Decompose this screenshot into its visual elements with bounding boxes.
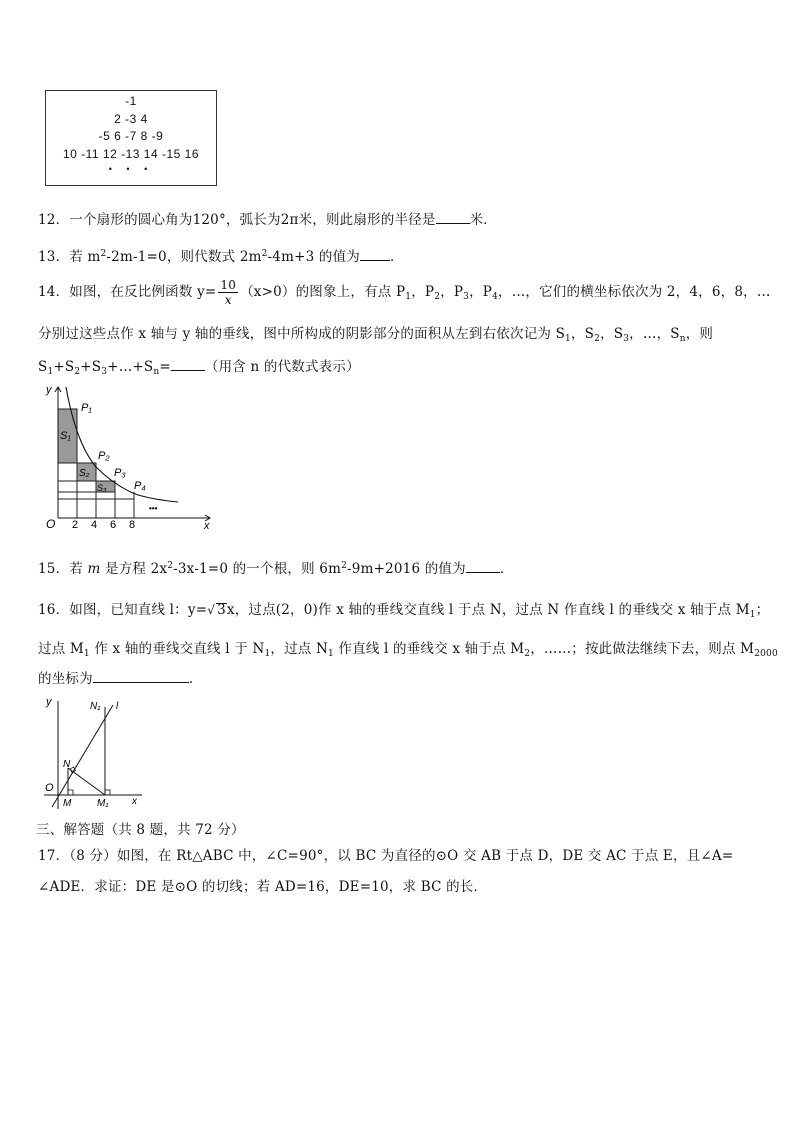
q13-text-c: -4m+3 的值为 [267,249,360,265]
q16-sub: 1 [749,610,756,620]
q14-text-d: ，P [440,284,464,300]
right-angle-n [70,767,75,772]
q13-text-b: -2m-1=0，则代数式 2m [106,249,262,265]
question-15 [38,557,514,577]
q14-sub: 3 [463,292,470,302]
section-3-heading: 三、解答题（共 8 题，共 72 分） [36,822,245,838]
q16-line3-text: 的坐标为 [38,671,93,687]
question-13 [38,245,404,265]
question-16-line-3 [38,667,203,687]
right-angle-m1 [105,790,110,795]
fig14-tick-2: 2 [72,519,79,531]
triangle-row-3: -5 6 -7 8 -9 [98,129,164,143]
fig14-p3-label: P₃ [114,467,126,479]
q16-line2-d: 作直线 l 的垂线交 x 轴于点 M [333,641,525,657]
q14-text-a: 14．如图，在反比例函数 y= [38,284,217,300]
q14-answer-blank [171,358,205,371]
fig16-l-label: l [116,701,119,712]
fig14-s3-label: S₃ [97,483,107,493]
q14-frac-num: 10 [220,278,237,292]
question-14-line-2 [38,322,713,344]
question-17-line-1: 17．（8 分）如图，在 Rt△ABC 中，∠C=90°，以 BC 为直径的⊙O 交 AB 于点 D，DE 交 AC 于点 E，且∠A= [38,848,734,864]
q14-line2-d: ，…，S [629,326,680,342]
q14-line3-d: +…+S [107,359,154,375]
fig16-n1-label: N₁ [90,701,101,712]
q14-text-c: ，P [411,284,435,300]
q14-frac-den: x [224,293,232,307]
question-14-line-3 [38,355,360,377]
q14-sub: 1 [47,367,54,377]
q12-answer-blank [436,211,470,224]
q15-text-b: 是方程 2x [100,561,168,577]
q12-text: 12．一个扇形的圆心角为120°，弧长为2π米，则此扇形的半径是 [38,212,436,228]
question-16-line-1: 16．如图，已知直线 l：y=√ 3x，过点(2，0)作 x 轴的垂线交直线 l 于点 N，过点 N 作直线 l 的垂线交 x 轴于点 $M_1$； [38,602,770,620]
q14-line3-tail: （用含 n 的代数式表示） [204,359,360,375]
q16-line2-c: ，过点 N [270,641,328,657]
q14-sub: 1 [405,292,412,302]
fig14-tick-6: 6 [110,519,117,531]
q14-sub: 1 [565,334,571,344]
q15-text-a: 15．若 [38,561,88,577]
q16-line3-tail: ． [188,671,203,687]
q15-sup: 2 [167,561,174,571]
fig14-ellipsis: ••• [149,504,158,513]
fig14-p1-label: P₁ [81,402,92,414]
q14-figure [38,383,216,533]
fig14-y-label: y [46,384,52,396]
q16-text-b: x，过点(2，0)作 x 轴的垂线交直线 l 于点 N，过点 N 作直线 l 的垂线交 x 轴于点 M [226,602,750,618]
q16-line2-b: 作 x 轴的垂线交直线 l 于 N [89,641,265,657]
fig16-m1-label: M₁ [97,798,109,809]
q13-answer-blank [360,248,390,261]
q14-line2-b: ，S [570,326,595,342]
q16-sub: 2 [524,649,531,659]
q14-sub: 2 [594,334,601,344]
question-17-line-2: ∠ADE．求证：DE 是⊙O 的切线；若 AD=16，DE=10，求 BC 的长． [38,879,488,895]
q15-text-d: -9m+2016 的值为 [347,561,466,577]
q14-sub: 3 [623,334,630,344]
fig14-tick-8: 8 [129,519,136,531]
q14-text-b: （x>0）的图象上，有点 P [240,284,406,300]
q14-line3-b: +S [53,359,75,375]
q14-line2-c: ，S [600,326,624,342]
fig16-n-label: N [63,759,71,770]
q16-text-a: 16．如图，已知直线 l：y= [38,602,208,618]
fig16-m-label: M [63,798,72,809]
fig14-s2-label: S₂ [79,468,90,479]
q13-text-a: 13．若 m [38,249,101,265]
q16-answer-blank [93,670,189,683]
q14-line3-a: S [38,359,48,375]
fig14-p4-label: P₄ [134,480,146,492]
q14-text-e: ，P [469,284,493,300]
triangle-row-1: -1 [125,94,137,108]
triangle-row-4: 10 -11 12 -13 14 -15 16 [62,147,200,161]
q14-sub: 2 [74,367,81,377]
segment-nm1 [68,768,105,795]
q13-sup: 2 [100,249,107,259]
q15-tail: ． [499,561,514,577]
fig14-x-label: x [204,520,210,532]
q16-sub: 1 [264,649,271,659]
fig16-origin-label: O [45,782,54,794]
question-12 [38,208,497,228]
fig16-y-label: y [46,696,52,708]
q14-sub: 4 [492,292,498,302]
q15-m: m [87,561,101,577]
q14-sub: 3 [101,367,108,377]
number-triangle-box [45,90,217,186]
fig14-tick-4: 4 [91,519,98,531]
q14-line3-c: +S [80,359,102,375]
line-l [52,705,113,807]
q13-tail: ． [390,249,404,265]
question-14-line-1 [38,278,771,307]
q16-sqrt-value: 3 [217,602,226,618]
q16-text-c: ； [755,602,770,618]
q15-text-c: -3x-1=0 的一个根，则 6m [173,561,342,577]
q15-answer-blank [466,560,500,573]
fig14-s1-label: S₁ [60,430,71,442]
q16-sub: 1 [83,649,90,659]
q14-line2-e: ，则 [685,326,714,342]
q13-sup-2: 2 [261,249,268,259]
right-angle-m [68,790,73,795]
q16-figure [40,693,150,811]
q14-sub: 2 [434,292,441,302]
q14-text-f: ，…，它们的横坐标依次为 2，4，6，8，… [498,284,771,300]
q14-line2-text: 分别过这些点作 x 轴与 y 轴的垂线，图中所构成的阴影部分的面积从左到右依次记为 S [38,326,566,342]
question-16-line-2 [38,637,778,659]
q15-sup-2: 2 [341,561,348,571]
q12-tail: 米． [469,212,497,228]
q14-fraction [218,278,238,307]
q16-sub-2000: 2000 [754,649,778,659]
q14-sub: n [153,367,160,377]
fig14-origin-label: O [46,517,56,531]
fig16-x-label: x [132,796,137,807]
q16-line2-a: 过点 M [38,641,84,657]
fig14-p2-label: P₂ [98,450,110,462]
q14-sub: n [679,334,686,344]
q16-line2-e: ，……；按此做法继续下去，则点 M [530,641,755,657]
triangle-row-ellipsis: • • • [108,164,154,174]
q14-line3-e: = [159,359,171,375]
triangle-row-2: 2 -3 4 [114,112,148,126]
q16-sub: 1 [328,649,334,659]
